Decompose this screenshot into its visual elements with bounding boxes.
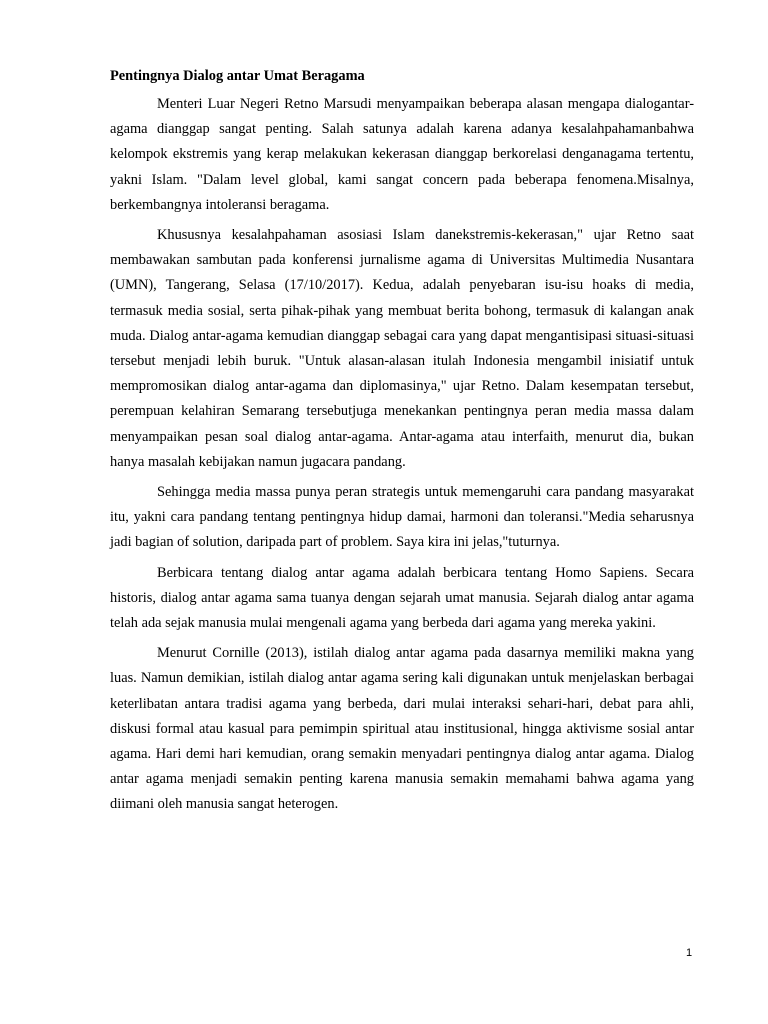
paragraph-1: Menteri Luar Negeri Retno Marsudi menyampaikan beberapa alasan mengapa dialogantar-agama dianggap sangat penting. Salah satunya adalah karena adanya kesalahpahamanbahwa kelompok ekstremis yang kerap melakukan kekerasan dianggap berkorelasi denganagama tertentu, yakni Islam. "Dalam level global, kami sangat concern pada beberapa fenomena.Misalnya, berkembangnya intoleransi beragama.: [110, 96, 694, 213]
page-number: 1: [686, 947, 693, 959]
document-page: [110, 66, 694, 823]
paragraph-4: Berbicara tentang dialog antar agama adalah berbicara tentang Homo Sapiens. Secara historis, dialog antar agama sama tuanya dengan sejarah umat manusia. Sejarah dialog antar agama telah ada sejak manusia mulai mengenali agama yang berbeda dari agama yang mereka yakini.: [110, 564, 694, 632]
document-title: Pentingnya Dialog antar Umat Beragama: [110, 68, 365, 84]
paragraph-3: Sehingga media massa punya peran strategis untuk memengaruhi cara pandang masyarakat itu, yakni cara pandang tentang pentingnya hidup damai, harmoni dan toleransi."Media seharusnya jadi bagian of solution, daripada part of problem. Saya kira ini jelas,"tuturnya.: [110, 484, 694, 551]
paragraph-5: Menurut Cornille (2013), istilah dialog antar agama pada dasarnya memiliki makna yang luas. Namun demikian, istilah dialog antar agama sering kali digunakan untuk menjelaskan berbagai keterlibatan antara tradisi agama yang berbeda, dari mulai interaksi sehari-hari, debat para ahli, diskusi formal atau kasual para pemimpin spiritual atau institusional, hingga aktivisme sosial antar agama. Hari demi hari kemudian, orang semakin menyadari pentingnya dialog antar agama. Dialog antar agama menjadi semakin penting karena manusia semakin memahami bahwa agama yang diimani oleh manusia sangat heterogen.: [110, 645, 694, 813]
paragraph-2: Khususnya kesalahpahaman asosiasi Islam danekstremis-kekerasan," ujar Retno saat membawakan sambutan pada konferensi jurnalisme agama di Universitas Multimedia Nusantara (UMN), Tangerang, Selasa (17/10/2017). Kedua, adalah penyebaran isu-isu hoaks di media, termasuk media sosial, serta pihak-pihak yang membuat berita bohong, termasuk di kalangan anak muda. Dialog antar-agama kemudian dianggap sebagai cara yang dapat mengantisipasi situasi-situasi tersebut menjadi lebih buruk. "Untuk alasan-alasan itulah Indonesia mengambil inisiatif untuk mempromosikan dialog antar-agama dan diplomasinya," ujar Retno. Dalam kesempatan tersebut, perempuan kelahiran Semarang tersebutjuga menekankan pentingnya peran media massa dalam menyampaikan pesan soal dialog antar-agama. Antar-agama atau interfaith, menurut dia, bukan hanya masalah kebijakan namun jugacara pandang.: [110, 227, 694, 470]
